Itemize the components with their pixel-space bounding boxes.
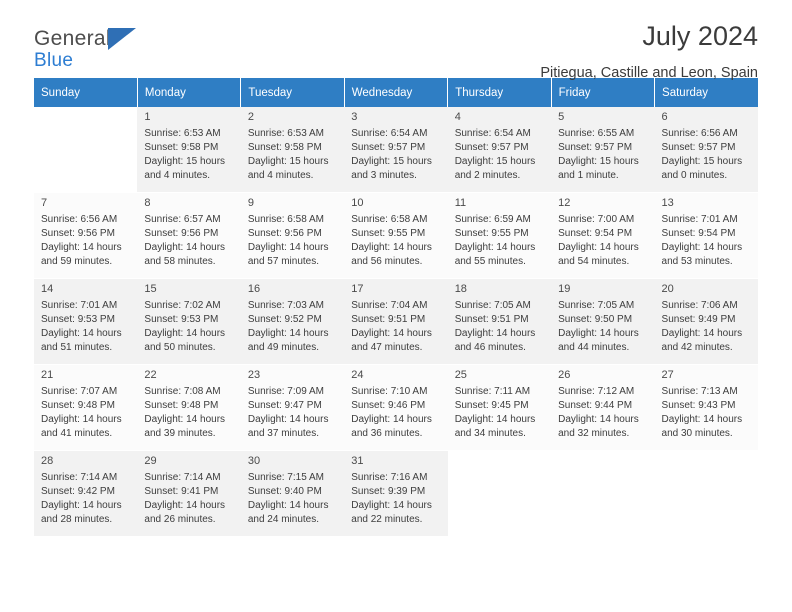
- day-detail-line: and 39 minutes.: [144, 427, 216, 439]
- day-detail-line: Sunset: 9:51 PM: [351, 313, 426, 325]
- day-detail-line: Sunset: 9:55 PM: [454, 227, 529, 239]
- day-detail-line: Daylight: 14 hours: [558, 241, 639, 253]
- day-detail-line: Daylight: 15 hours: [661, 155, 743, 167]
- day-number: 4: [454, 111, 461, 123]
- day-number: 29: [144, 455, 157, 467]
- day-detail-line: Daylight: 14 hours: [144, 241, 226, 253]
- calendar-day-cell[interactable]: [655, 279, 758, 365]
- weekday-header-thursday: Thursday: [448, 78, 551, 107]
- day-detail-line: Sunrise: 6:54 AM: [454, 128, 531, 140]
- calendar-week-row: [34, 107, 758, 193]
- day-detail-line: Sunrise: 7:16 AM: [351, 472, 428, 484]
- day-detail-line: Sunrise: 6:58 AM: [247, 214, 324, 226]
- day-detail-line: Sunrise: 7:00 AM: [558, 214, 635, 226]
- calendar-day-cell[interactable]: [241, 279, 344, 365]
- day-detail-line: and 49 minutes.: [247, 341, 320, 353]
- brand-name-blue: Blue: [34, 50, 74, 71]
- page-title: July 2024: [642, 21, 758, 51]
- day-detail-line: Daylight: 14 hours: [351, 413, 432, 425]
- calendar-day-cell[interactable]: [448, 279, 551, 365]
- day-detail-line: Sunrise: 7:12 AM: [558, 386, 635, 398]
- day-detail-line: Sunrise: 7:04 AM: [351, 300, 428, 312]
- calendar-day-cell[interactable]: [34, 365, 137, 451]
- day-detail-line: Daylight: 14 hours: [351, 241, 432, 253]
- day-detail-line: Sunrise: 7:08 AM: [144, 386, 221, 398]
- day-number: 5: [558, 111, 565, 123]
- calendar-day-empty: [655, 451, 758, 537]
- day-detail-line: Sunrise: 6:56 AM: [661, 128, 738, 140]
- calendar-day-cell[interactable]: [137, 365, 240, 451]
- day-detail-line: Sunrise: 7:01 AM: [41, 300, 118, 312]
- day-detail-line: and 55 minutes.: [454, 255, 526, 267]
- day-detail-line: and 4 minutes.: [247, 169, 314, 181]
- day-detail-line: and 3 minutes.: [351, 169, 417, 181]
- day-detail-line: Sunset: 9:53 PM: [41, 313, 115, 325]
- day-detail-line: Daylight: 14 hours: [351, 327, 432, 339]
- day-detail-line: Sunrise: 7:14 AM: [144, 472, 221, 484]
- day-detail-line: Sunrise: 6:59 AM: [454, 214, 531, 226]
- calendar-day-cell[interactable]: [137, 193, 240, 279]
- day-detail-line: and 0 minutes.: [661, 169, 728, 181]
- day-detail-line: Sunset: 9:43 PM: [661, 399, 736, 411]
- day-detail-line: Daylight: 14 hours: [41, 413, 122, 425]
- day-number: 28: [41, 455, 54, 467]
- calendar-week-row: [34, 279, 758, 365]
- day-detail-line: Sunset: 9:58 PM: [247, 141, 322, 153]
- brand-name-general: General: [34, 27, 111, 50]
- calendar-week-row: [34, 193, 758, 279]
- day-number: 18: [454, 283, 467, 295]
- weekday-header-saturday: Saturday: [655, 78, 758, 107]
- day-detail-line: and 36 minutes.: [351, 427, 423, 439]
- calendar-day-cell[interactable]: [655, 365, 758, 451]
- day-detail-line: Sunset: 9:52 PM: [247, 313, 322, 325]
- day-detail-line: Sunrise: 7:15 AM: [247, 472, 324, 484]
- day-number: 2: [247, 111, 254, 123]
- weekday-header-row: [34, 78, 758, 107]
- day-detail-line: Daylight: 15 hours: [144, 155, 226, 167]
- day-detail-line: Sunset: 9:41 PM: [144, 485, 219, 497]
- day-detail-line: Sunrise: 7:10 AM: [351, 386, 428, 398]
- day-detail-line: and 47 minutes.: [351, 341, 423, 353]
- day-detail-line: and 54 minutes.: [558, 255, 630, 267]
- calendar-day-cell[interactable]: [344, 451, 447, 537]
- calendar-table: [34, 78, 758, 537]
- day-number: 7: [41, 197, 48, 209]
- day-detail-line: Sunrise: 6:57 AM: [144, 214, 221, 226]
- day-number: 21: [41, 369, 54, 381]
- calendar-day-empty: [551, 451, 654, 537]
- day-detail-line: Daylight: 14 hours: [247, 413, 329, 425]
- day-number: 23: [247, 369, 261, 381]
- weekday-header-tuesday: Tuesday: [241, 78, 344, 107]
- day-detail-line: and 2 minutes.: [454, 169, 521, 181]
- title-block: [540, 22, 758, 81]
- calendar-day-cell[interactable]: [448, 365, 551, 451]
- day-detail-line: Sunrise: 6:53 AM: [144, 128, 221, 140]
- day-number: 12: [558, 197, 571, 209]
- day-number: 3: [351, 111, 358, 123]
- day-detail-line: Sunrise: 7:03 AM: [247, 300, 324, 312]
- calendar-day-cell[interactable]: [241, 107, 344, 193]
- day-detail-line: and 37 minutes.: [247, 427, 320, 439]
- day-detail-line: and 28 minutes.: [41, 513, 113, 525]
- weekday-header-sunday: Sunday: [34, 78, 137, 107]
- day-detail-line: and 26 minutes.: [144, 513, 216, 525]
- day-detail-line: Daylight: 14 hours: [144, 327, 226, 339]
- day-detail-line: Daylight: 14 hours: [661, 241, 743, 253]
- calendar-day-cell[interactable]: [137, 451, 240, 537]
- calendar-day-cell[interactable]: [448, 193, 551, 279]
- calendar-day-cell[interactable]: [241, 193, 344, 279]
- calendar-body: [34, 107, 758, 537]
- day-detail-line: and 56 minutes.: [351, 255, 423, 267]
- day-detail-line: and 34 minutes.: [454, 427, 526, 439]
- calendar-day-cell[interactable]: [551, 365, 654, 451]
- day-detail-line: Sunrise: 7:06 AM: [661, 300, 738, 312]
- calendar-day-cell[interactable]: [344, 193, 447, 279]
- day-detail-line: and 30 minutes.: [661, 427, 733, 439]
- day-detail-line: Sunrise: 6:55 AM: [558, 128, 635, 140]
- day-detail-line: Sunset: 9:57 PM: [558, 141, 633, 153]
- weekday-header-friday: Friday: [551, 78, 654, 107]
- day-detail-line: Sunset: 9:57 PM: [661, 141, 736, 153]
- day-number: 24: [351, 369, 364, 381]
- brand-logo[interactable]: [34, 28, 111, 70]
- day-detail-line: and 22 minutes.: [351, 513, 423, 525]
- day-detail-line: Daylight: 14 hours: [454, 241, 536, 253]
- day-number: 6: [661, 111, 668, 123]
- day-detail-line: Sunset: 9:57 PM: [454, 141, 529, 153]
- day-detail-line: Daylight: 14 hours: [247, 327, 329, 339]
- day-detail-line: Sunset: 9:55 PM: [351, 227, 426, 239]
- day-detail-line: Sunrise: 6:53 AM: [247, 128, 324, 140]
- day-detail-line: Sunrise: 7:02 AM: [144, 300, 221, 312]
- day-detail-line: Sunset: 9:54 PM: [558, 227, 633, 239]
- day-number: 20: [661, 283, 674, 295]
- day-detail-line: and 46 minutes.: [454, 341, 526, 353]
- day-number: 30: [247, 455, 261, 467]
- day-number: 25: [454, 369, 467, 381]
- calendar-week-row: [34, 365, 758, 451]
- day-detail-line: Sunset: 9:40 PM: [247, 485, 322, 497]
- day-detail-line: Sunset: 9:47 PM: [247, 399, 322, 411]
- day-detail-line: Sunset: 9:56 PM: [41, 227, 115, 239]
- calendar-day-cell[interactable]: [34, 279, 137, 365]
- day-detail-line: and 58 minutes.: [144, 255, 216, 267]
- day-detail-line: Daylight: 14 hours: [661, 413, 743, 425]
- day-detail-line: and 51 minutes.: [41, 341, 113, 353]
- day-detail-line: Daylight: 14 hours: [41, 327, 122, 339]
- day-detail-line: Sunrise: 6:56 AM: [41, 214, 118, 226]
- day-detail-line: Daylight: 14 hours: [558, 413, 639, 425]
- day-detail-line: Daylight: 14 hours: [351, 499, 432, 511]
- day-detail-line: and 53 minutes.: [661, 255, 733, 267]
- calendar-day-cell[interactable]: [241, 451, 344, 537]
- day-number: 9: [247, 197, 254, 209]
- day-detail-line: Sunset: 9:53 PM: [144, 313, 219, 325]
- day-detail-line: and 1 minute.: [558, 169, 619, 181]
- day-detail-line: Daylight: 14 hours: [247, 499, 329, 511]
- day-number: 14: [41, 283, 54, 295]
- calendar-day-cell[interactable]: [344, 365, 447, 451]
- day-number: 16: [247, 283, 261, 295]
- day-detail-line: Sunset: 9:46 PM: [351, 399, 426, 411]
- weekday-header-wednesday: Wednesday: [344, 78, 447, 107]
- day-detail-line: Sunrise: 7:07 AM: [41, 386, 118, 398]
- day-detail-line: Sunset: 9:57 PM: [351, 141, 426, 153]
- day-detail-line: and 59 minutes.: [41, 255, 113, 267]
- day-detail-line: Daylight: 15 hours: [247, 155, 329, 167]
- day-detail-line: Sunrise: 6:58 AM: [351, 214, 428, 226]
- calendar-day-cell[interactable]: [34, 193, 137, 279]
- day-detail-line: Sunset: 9:42 PM: [41, 485, 115, 497]
- day-detail-line: Daylight: 14 hours: [41, 499, 122, 511]
- location-subtitle: Pitiegua, Castille and Leon, Spain: [540, 64, 758, 81]
- day-detail-line: Sunset: 9:39 PM: [351, 485, 426, 497]
- calendar-day-cell[interactable]: [655, 193, 758, 279]
- day-detail-line: and 41 minutes.: [41, 427, 113, 439]
- calendar-day-cell[interactable]: [551, 107, 654, 193]
- day-detail-line: and 32 minutes.: [558, 427, 630, 439]
- day-detail-line: Sunset: 9:45 PM: [454, 399, 529, 411]
- day-detail-line: and 44 minutes.: [558, 341, 630, 353]
- day-detail-line: Daylight: 15 hours: [454, 155, 536, 167]
- day-number: 13: [661, 197, 674, 209]
- calendar-day-empty: [448, 451, 551, 537]
- day-detail-line: Sunset: 9:48 PM: [41, 399, 115, 411]
- page-header: [34, 0, 758, 81]
- day-detail-line: Sunrise: 7:05 AM: [558, 300, 635, 312]
- day-detail-line: and 42 minutes.: [661, 341, 733, 353]
- day-detail-line: Daylight: 14 hours: [558, 327, 639, 339]
- day-detail-line: Sunrise: 7:11 AM: [454, 386, 531, 398]
- day-number: 10: [351, 197, 364, 209]
- calendar-day-cell[interactable]: [448, 107, 551, 193]
- calendar-day-cell[interactable]: [137, 107, 240, 193]
- calendar-day-cell[interactable]: [551, 279, 654, 365]
- day-detail-line: Sunrise: 7:09 AM: [247, 386, 324, 398]
- day-detail-line: Daylight: 15 hours: [558, 155, 639, 167]
- day-number: 22: [144, 369, 157, 381]
- day-detail-line: Daylight: 14 hours: [144, 413, 226, 425]
- day-detail-line: Sunrise: 7:05 AM: [454, 300, 531, 312]
- blue-flag-icon: [108, 28, 136, 50]
- day-detail-line: Daylight: 15 hours: [351, 155, 432, 167]
- calendar-day-cell[interactable]: [655, 107, 758, 193]
- calendar-day-cell[interactable]: [34, 451, 137, 537]
- day-detail-line: Daylight: 14 hours: [661, 327, 743, 339]
- day-detail-line: Sunset: 9:51 PM: [454, 313, 529, 325]
- day-detail-line: and 50 minutes.: [144, 341, 216, 353]
- calendar-day-cell[interactable]: [241, 365, 344, 451]
- day-detail-line: Sunset: 9:56 PM: [247, 227, 322, 239]
- day-detail-line: Sunrise: 7:14 AM: [41, 472, 118, 484]
- day-number: 11: [454, 197, 467, 209]
- day-number: 27: [661, 369, 674, 381]
- day-detail-line: and 57 minutes.: [247, 255, 320, 267]
- day-detail-line: and 4 minutes.: [144, 169, 211, 181]
- day-number: 17: [351, 283, 364, 295]
- day-number: 19: [558, 283, 571, 295]
- day-number: 31: [351, 455, 364, 467]
- day-detail-line: Sunset: 9:49 PM: [661, 313, 736, 325]
- day-detail-line: Sunset: 9:48 PM: [144, 399, 219, 411]
- day-detail-line: Sunset: 9:54 PM: [661, 227, 736, 239]
- calendar-day-cell[interactable]: [137, 279, 240, 365]
- day-detail-line: and 24 minutes.: [247, 513, 320, 525]
- day-detail-line: Daylight: 14 hours: [41, 241, 122, 253]
- day-detail-line: Sunset: 9:44 PM: [558, 399, 633, 411]
- day-detail-line: Sunset: 9:56 PM: [144, 227, 219, 239]
- day-detail-line: Sunrise: 7:01 AM: [661, 214, 738, 226]
- day-detail-line: Daylight: 14 hours: [144, 499, 226, 511]
- calendar-day-cell[interactable]: [551, 193, 654, 279]
- day-number: 15: [144, 283, 157, 295]
- calendar-week-row: [34, 451, 758, 537]
- day-detail-line: Daylight: 14 hours: [247, 241, 329, 253]
- day-detail-line: Sunset: 9:50 PM: [558, 313, 633, 325]
- day-number: 8: [144, 197, 151, 209]
- calendar-day-empty: [34, 107, 137, 193]
- day-detail-line: Daylight: 14 hours: [454, 413, 536, 425]
- day-detail-line: Sunrise: 6:54 AM: [351, 128, 428, 140]
- day-detail-line: Sunset: 9:58 PM: [144, 141, 219, 153]
- day-detail-line: Daylight: 14 hours: [454, 327, 536, 339]
- calendar-day-cell[interactable]: [344, 107, 447, 193]
- weekday-header-monday: Monday: [137, 78, 240, 107]
- calendar-day-cell[interactable]: [344, 279, 447, 365]
- day-detail-line: Sunrise: 7:13 AM: [661, 386, 738, 398]
- day-number: 1: [144, 111, 151, 123]
- day-number: 26: [558, 369, 571, 381]
